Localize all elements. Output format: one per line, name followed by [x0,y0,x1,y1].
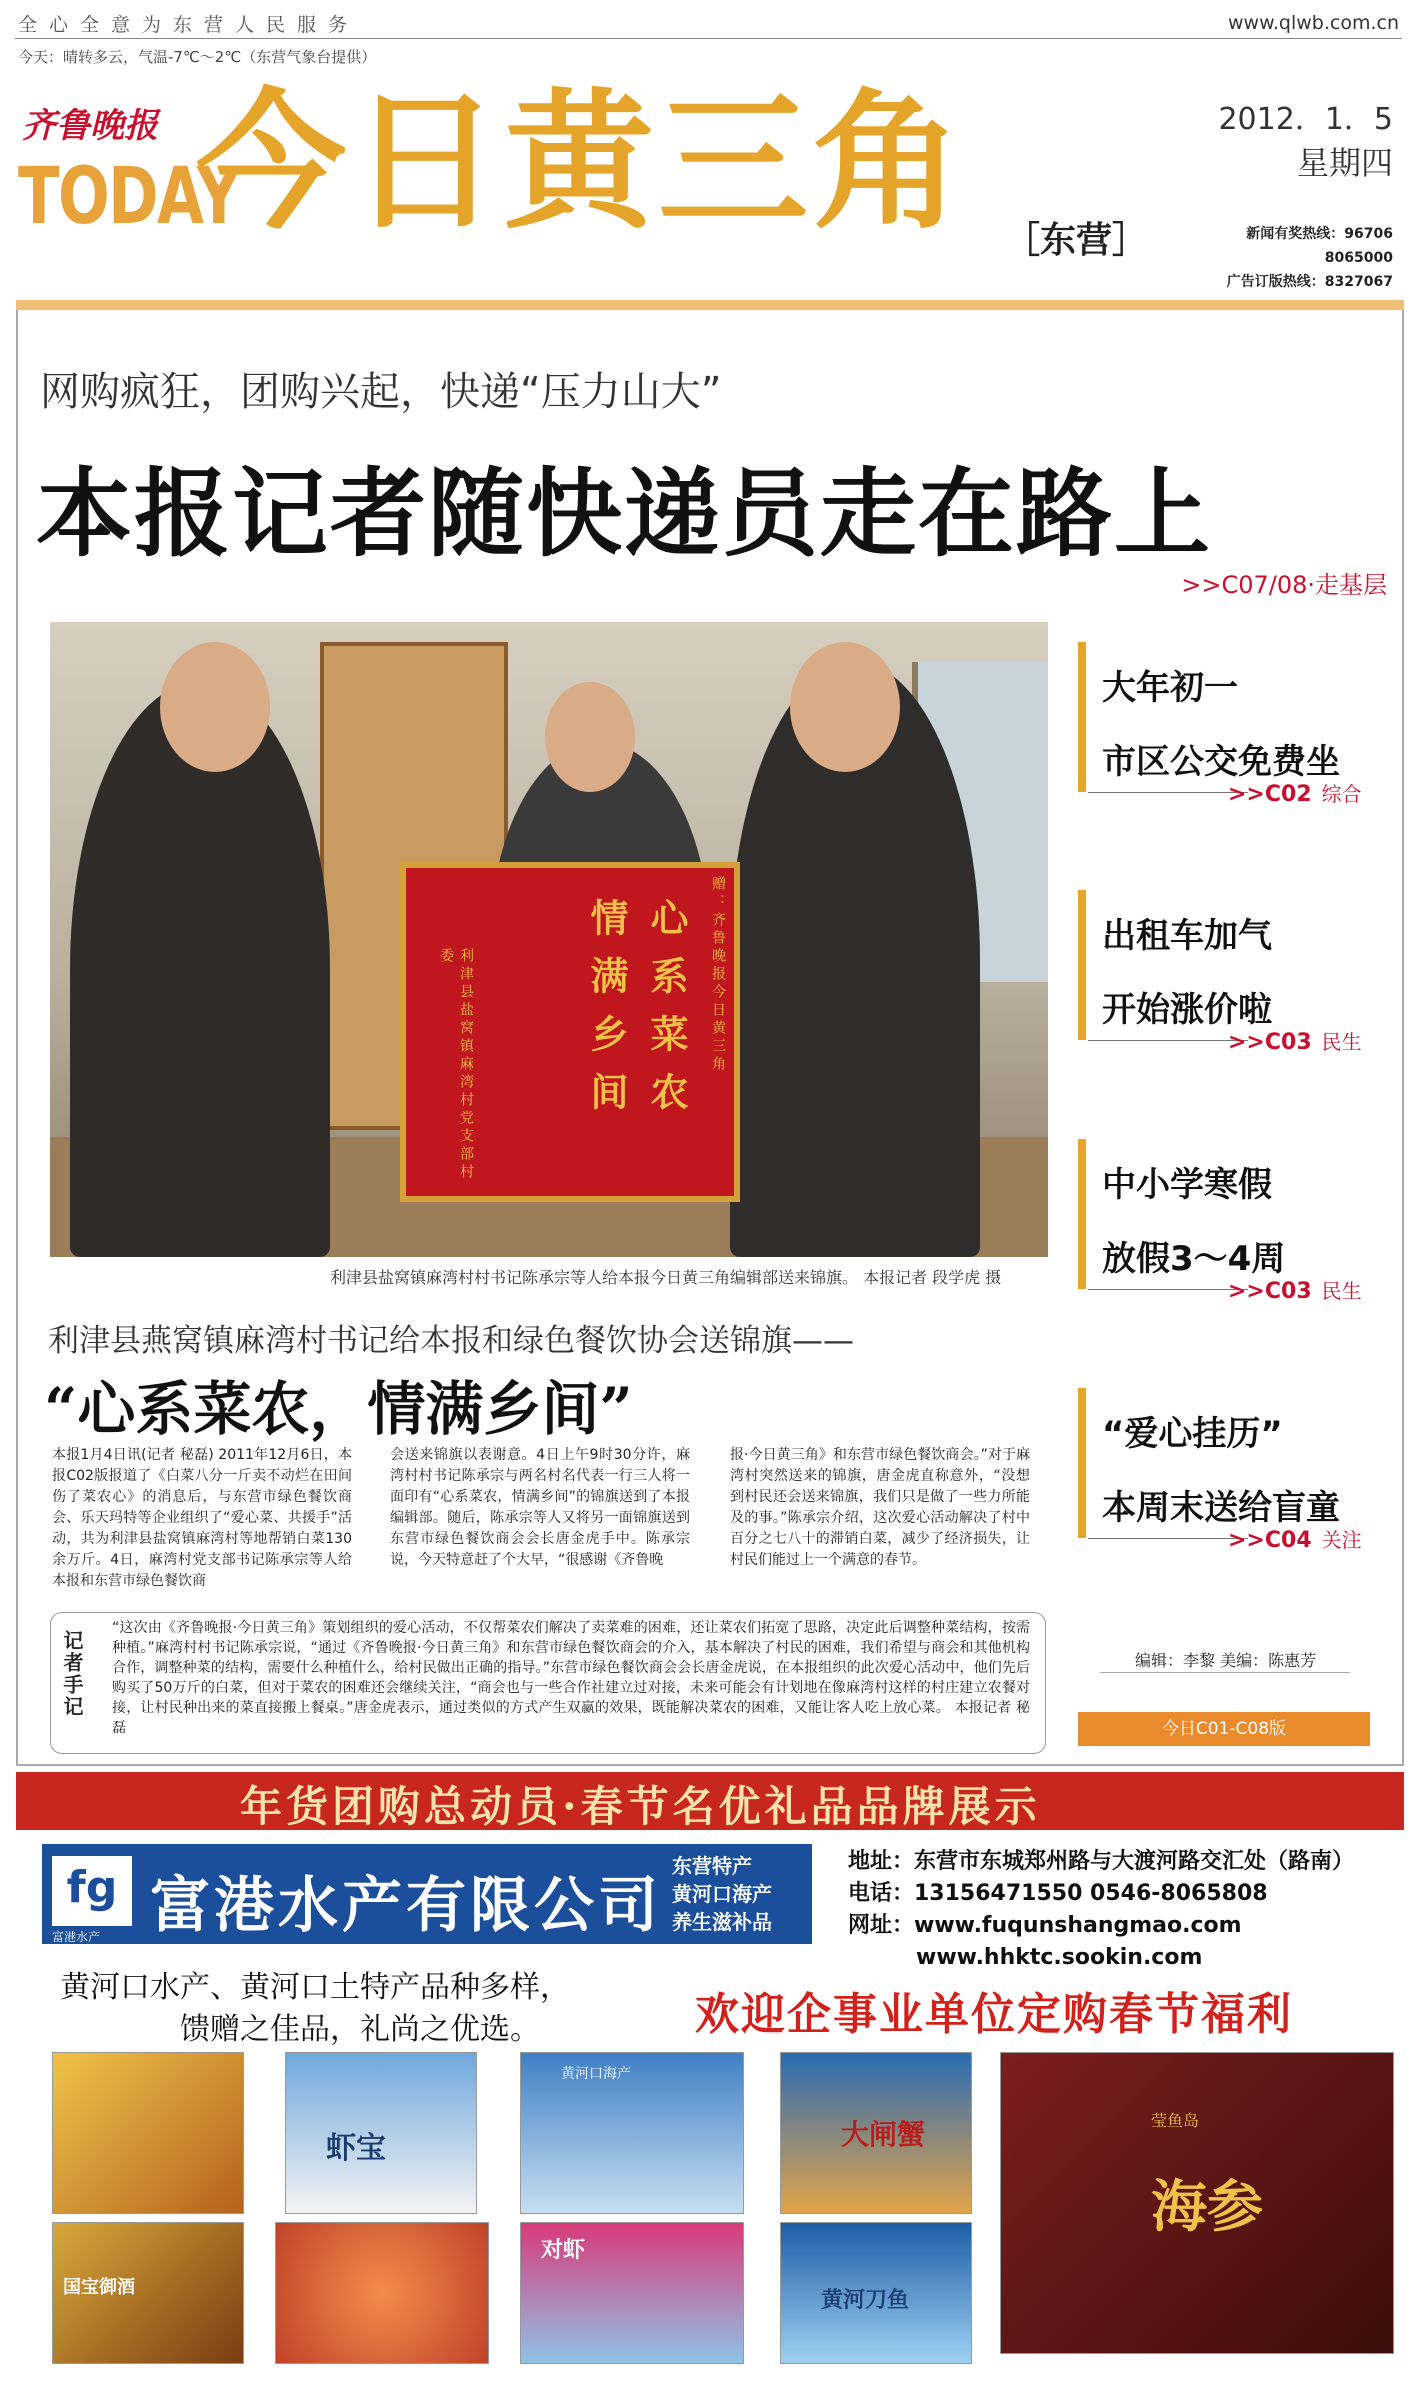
brand-logo-cn: 齐鲁晚报 [22,106,158,146]
hotline-news: 新闻有奖热线：96706 [1246,226,1393,242]
teaser-4[interactable] [1078,1388,1378,1568]
story-kicker: 利津县燕窝镇麻湾村书记给本报和绿色餐饮协会送锦旗—— [48,1323,854,1359]
teaser-1[interactable] [1078,642,1378,822]
company-tag: 养生滋补品 [672,1910,772,1934]
company-name: 富港水产有限公司 [150,1871,662,1941]
teaser-ref[interactable] [1228,1275,1362,1304]
weather-line: 今天：晴转多云，气温-7℃～2℃（东营气象台提供） [18,48,377,66]
company-logo: fg [52,1856,132,1926]
company-contact [848,1846,1354,1974]
teaser-line-1: 大年初一 [1102,668,1238,708]
product-fish-box [780,2222,972,2364]
edition-badge: 今日C01-C08版 [1078,1712,1370,1746]
teaser-accent-bar [1078,890,1086,1040]
issue-weekday: 星期四 [1296,144,1393,182]
teaser-ref-section: 民生 [1321,1030,1362,1054]
brand-logo-today: TODAY [18,152,240,242]
teaser-line-2: 放假3～4周 [1102,1239,1286,1279]
teaser-ref-page: >>C04 [1228,1528,1312,1553]
hotline-ad: 广告订版热线：8327067 [1226,274,1393,290]
banner-text-left: 情满乡间 [584,898,629,1130]
ad-welcome: 欢迎企事业单位定购春节福利 [695,1989,1293,2040]
company-address: 地址：东营市东城郑州路与大渡河路交汇处（路南） [848,1849,1355,1874]
product-cooked-shrimp [275,2222,489,2364]
product-label: 大闸蟹 [841,2118,926,2151]
lead-photo[interactable] [50,622,1048,1257]
teaser-ref-page: >>C03 [1228,1279,1312,1304]
photo-caption: 利津县盐窝镇麻湾村村书记陈承宗等人给本报今日黄三角编辑部送来锦旗。 本报记者 段学虎 摄 [330,1268,1002,1287]
editor-credits: 编辑：李黎 美编：陈惠芳 [1135,1651,1317,1670]
paper-title: 今日黄三角 [196,76,967,250]
masthead-motto: 全心全意为东营人民服务 [18,14,360,36]
teaser-3[interactable] [1078,1139,1378,1319]
ad-slogan-2: 馈赠之佳品，礼尚之优选。 [180,2012,540,2047]
teaser-rule [1088,792,1248,793]
teaser-line-2: 本周末送给盲童 [1102,1488,1340,1528]
teaser-ref-page: >>C03 [1228,1030,1312,1055]
reporter-notes-label: 记者手记 [60,1630,84,1718]
story-column-3: 报·今日黄三角》和东营市绿色餐饮商会。”对于麻湾村突然送来的锦旗，唐金虎直称意外，“没想到村民还会送来锦旗，我们只是做了一些力所能及的事。”陈承宗介绍，这次爱心活动解决了村中百分之七八十的滞销白菜，减少了经济损失，让村民们能过上一个满意的春节。 [730,1447,1030,1568]
company-website[interactable]: 网址：www.fuqunshangmao.com [848,1913,1242,1938]
company-logo-sub: 富港水产 [52,1930,101,1944]
product-label: 海参 [1151,2175,1263,2240]
header-accent-bar [16,300,1404,310]
hotline-news-2: 8065000 [1324,250,1393,266]
story-headline[interactable]: “心系菜农，情满乡间” [44,1375,633,1443]
lead-page-ref[interactable]: >>C07/08·走基层 [1181,571,1387,599]
product-prawn-box [520,2222,744,2364]
hotlines [1227,222,1393,294]
product-label: 虾宝 [326,2131,386,2166]
teaser-rule [1088,1289,1248,1290]
product-label-small: 莹鱼岛 [1151,2111,1200,2130]
product-label: 国宝御酒 [63,2277,135,2298]
banner-text-right: 心系菜农 [644,898,689,1130]
product-label: 对虾 [541,2238,586,2263]
teaser-ref-section: 综合 [1321,782,1362,806]
company-phone: 电话：13156471550 0546-8065808 [848,1881,1268,1906]
product-liquor-box [52,2222,244,2364]
product-label: 黄河口海产 [561,2066,631,2082]
credits-rule [1100,1672,1350,1673]
company-website-2[interactable]: www.hhktc.sookin.com [916,1945,1203,1970]
banner-giver: 利津县盐窝镇麻湾村党支部村委 [438,948,474,1182]
teaser-accent-bar [1078,1139,1086,1289]
teaser-line-2: 开始涨价啦 [1102,990,1272,1030]
company-tag: 东营特产 [672,1854,752,1878]
website-url[interactable]: www.qlwb.com.cn [1228,12,1399,34]
story-column-2: 会送来锦旗以表谢意。4日上午9时30分许，麻湾村村书记陈承宗与两名村名代表一行三人将一面印有“心系菜农，情满乡间”的锦旗送到了本报编辑部。随后，陈承宗等人又将另一面锦旗送到东营市绿色餐饮商会会长唐金虎手中。陈承宗说，今天特意赶了个大早，“很感谢《齐鲁晚 [390,1447,690,1568]
teaser-ref-section: 民生 [1321,1279,1362,1303]
lead-kicker: 网购疯狂，团购兴起，快递“压力山大” [40,369,722,415]
teaser-ref[interactable] [1228,778,1362,807]
teaser-ref[interactable] [1228,1524,1362,1553]
product-wine-box [52,2052,244,2214]
region-label: ［东营］ [1004,220,1149,261]
teaser-accent-bar [1078,642,1086,792]
reporter-notes-text: “这次由《齐鲁晚报·今日黄三角》策划组织的爱心活动，不仅帮菜农们解决了卖菜难的困难，还让菜农们拓宽了思路，决定此后调整种菜结构，按需种植。”麻湾村村书记陈承宗说，“通过《齐鲁晚报·今日黄三角》和东营市绿色餐饮商会的介入，基本解决了村民的困难，我们希望与商会和其他机构合作，调整种菜的结构，需要什么种植什么，给村民做出正确的指导。”东营市绿色餐饮商会会长唐金虎说，在本报组织的此次爱心活动中，他们先后购买了50万斤的白菜，但对于菜农的困难还会继续关注，“商会也与一些合作社建立过对接，未来可能会有计划地在像麻湾村这样的村庄建立农餐对接，让村民种出来的菜直接搬上餐桌。”唐金虎表示，通过类似的方式产生双赢的效果，既能解决菜农的困难，又能让客人吃上放心菜。 本报记者 秘磊 [112,1620,1030,1736]
story-column-1: 本报1月4日讯(记者 秘磊) 2011年12月6日，本报C02版报道了《白菜八分一斤卖不动烂在田间伤了菜农心》的消息后，与东营市绿色餐饮商会、乐天玛特等企业组织了“爱心菜、共援手”活动，共为利津县盐窝镇麻湾村等地帮销白菜130余万斤。4日，麻湾村党支部书记陈承宗等人给本报和东营市绿色餐饮商 [52,1447,352,1589]
teaser-ref-page: >>C02 [1228,782,1312,807]
product-crab-box [780,2052,972,2214]
masthead-divider [15,38,1402,39]
company-tags [672,1852,772,1936]
ad-banner-text: 年货团购总动员·春节名优礼品品牌展示 [240,1782,1041,1831]
teaser-rule [1088,1040,1248,1041]
teaser-ref-section: 关注 [1321,1528,1362,1552]
teaser-2[interactable] [1078,890,1378,1070]
head-left [160,642,270,772]
product-label: 黄河刀鱼 [821,2288,910,2313]
head-middle [545,682,635,792]
teaser-rule [1088,1538,1248,1539]
teaser-line-1: “爱心挂历” [1102,1414,1283,1454]
teaser-line-2: 市区公交免费坐 [1102,742,1340,782]
teaser-ref[interactable] [1228,1026,1362,1055]
issue-date: 2012．1．5 [1218,102,1393,137]
product-shrimp-box [285,2052,477,2214]
head-right [790,642,900,772]
teaser-line-1: 中小学寒假 [1102,1165,1272,1205]
silk-banner [400,862,740,1202]
product-sea-cucumber-box [1000,2052,1394,2354]
company-tag: 黄河口海产 [672,1882,772,1906]
product-seafood-box [520,2052,744,2214]
teaser-accent-bar [1078,1388,1086,1538]
banner-presenter: 赠：齐鲁晚报今日黄三角 [710,876,726,1074]
ad-slogan-1: 黄河口水产、黄河口土特产品种多样， [60,1970,570,2005]
lead-headline[interactable]: 本报记者随快递员走在路上 [36,457,1212,570]
teaser-line-1: 出租车加气 [1102,916,1272,956]
